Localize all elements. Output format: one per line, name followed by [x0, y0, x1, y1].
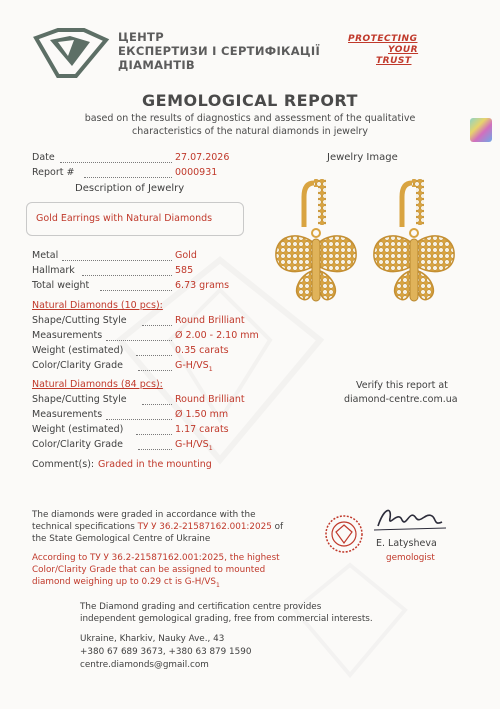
- leader-dots: [82, 275, 172, 276]
- phones-text: +380 67 689 3673, +380 63 879 1590: [80, 647, 252, 657]
- centre-line2: independent gemological grading, free from commercial interests.: [80, 614, 373, 624]
- grade-note-line3: diamond weighing up to 0.29 ct is $G-H/VS_1$: [32, 577, 220, 589]
- shape-value: Round Brilliant: [175, 394, 245, 405]
- shape-value: Round Brilliant: [175, 315, 245, 326]
- diamonds-group1-heading: Natural Diamonds (10 pcs):: [32, 300, 163, 311]
- spec-line3: the State Gemological Centre of Ukraine: [32, 534, 211, 544]
- color-clarity-value: $G-H/VS_1$: [175, 360, 213, 373]
- shape-label: Shape/Cutting Style: [32, 315, 127, 326]
- spec-line1: The diamonds were graded in accordance with the: [32, 510, 256, 520]
- report-subtitle-line1: based on the results of diagnostics and assessment of the qualitative: [84, 113, 416, 124]
- report-subtitle-line2: characteristics of the natural diamonds in jewelry: [132, 126, 368, 137]
- spec-line2: technical specifications ТУ У 36.2-21587162.001:2025 of: [32, 522, 284, 532]
- measurements-label: Measurements: [32, 409, 103, 420]
- weight-label: Weight (estimated): [32, 424, 124, 435]
- email-text: centre.diamonds@gmail.com: [80, 660, 209, 670]
- slogan-line3: TRUST: [376, 56, 412, 66]
- diamond-logo-icon: [28, 28, 114, 78]
- measurements-value: Ø 2.00 - 2.10 mm: [175, 330, 259, 341]
- weight-label: Weight (estimated): [32, 345, 124, 356]
- handwritten-signature-icon: [372, 502, 448, 536]
- seal-stamp-icon: [324, 514, 364, 554]
- date-label: Date: [32, 152, 55, 163]
- diamonds-group2-heading: Natural Diamonds (84 pcs):: [32, 379, 163, 390]
- slogan-line2: YOUR: [388, 45, 419, 55]
- leader-dots: [142, 404, 172, 405]
- report-number-label: Report #: [32, 167, 75, 178]
- leader-dots: [136, 434, 172, 435]
- report-number-value: 0000931: [175, 167, 218, 178]
- leader-dots: [138, 370, 172, 371]
- date-value: 27.07.2026: [175, 152, 230, 163]
- color-clarity-value: $G-H/VS_1$: [175, 439, 213, 452]
- signer-name: E. Latysheva: [376, 538, 437, 549]
- leader-dots: [138, 449, 172, 450]
- grade-note-line2: Color/Clarity Grade that can be assigned to mounted: [32, 565, 266, 575]
- org-name-line3: ДІАМАНТІВ: [118, 58, 195, 72]
- comments-label: Comment(s):: [32, 459, 95, 470]
- leader-dots: [142, 325, 172, 326]
- hallmark-value: 585: [175, 265, 194, 276]
- leader-dots: [136, 355, 172, 356]
- color-clarity-label: Color/Clarity Grade: [32, 360, 123, 371]
- leader-dots: [60, 162, 172, 163]
- total-weight-label: Total weight: [32, 280, 90, 291]
- metal-value: Gold: [175, 250, 197, 261]
- leader-dots: [84, 177, 172, 178]
- leader-dots: [100, 290, 172, 291]
- org-name-line1: ЦЕНТР: [118, 30, 164, 44]
- org-name-line2: ЕКСПЕРТИЗИ І СЕРТИФІКАЦІЇ: [118, 44, 321, 58]
- leader-dots: [106, 419, 172, 420]
- measurements-label: Measurements: [32, 330, 103, 341]
- weight-value: 0.35 carats: [175, 345, 229, 356]
- verify-url-link[interactable]: diamond-centre.com.ua: [344, 394, 458, 405]
- signer-role: gemologist: [386, 553, 435, 563]
- hallmark-label: Hallmark: [32, 265, 75, 276]
- shape-label: Shape/Cutting Style: [32, 394, 127, 405]
- report-title: GEMOLOGICAL REPORT: [142, 91, 358, 110]
- description-value: Gold Earrings with Natural Diamonds: [36, 213, 213, 224]
- description-heading: Description of Jewelry: [75, 183, 185, 194]
- metal-label: Metal: [32, 250, 59, 261]
- jewelry-image-label: Jewelry Image: [327, 152, 398, 163]
- total-weight-value: 6.73 grams: [175, 280, 230, 291]
- weight-value: 1.17 carats: [175, 424, 229, 435]
- slogan-line1: PROTECTING: [348, 34, 418, 44]
- verify-text: Verify this report at: [356, 380, 448, 391]
- grade-note-line1: According to ТУ У 36.2-21587162.001:2025, the highest: [32, 553, 280, 563]
- measurements-value: Ø 1.50 mm: [175, 409, 229, 420]
- centre-line1: The Diamond grading and certification centre provides: [80, 602, 322, 612]
- address-text: Ukraine, Kharkiv, Nauky Ave., 43: [80, 634, 225, 644]
- color-clarity-label: Color/Clarity Grade: [32, 439, 123, 450]
- leader-dots: [106, 340, 172, 341]
- comments-value: Graded in the mounting: [98, 459, 212, 470]
- leader-dots: [62, 260, 172, 261]
- jewelry-earrings-image: [268, 175, 458, 325]
